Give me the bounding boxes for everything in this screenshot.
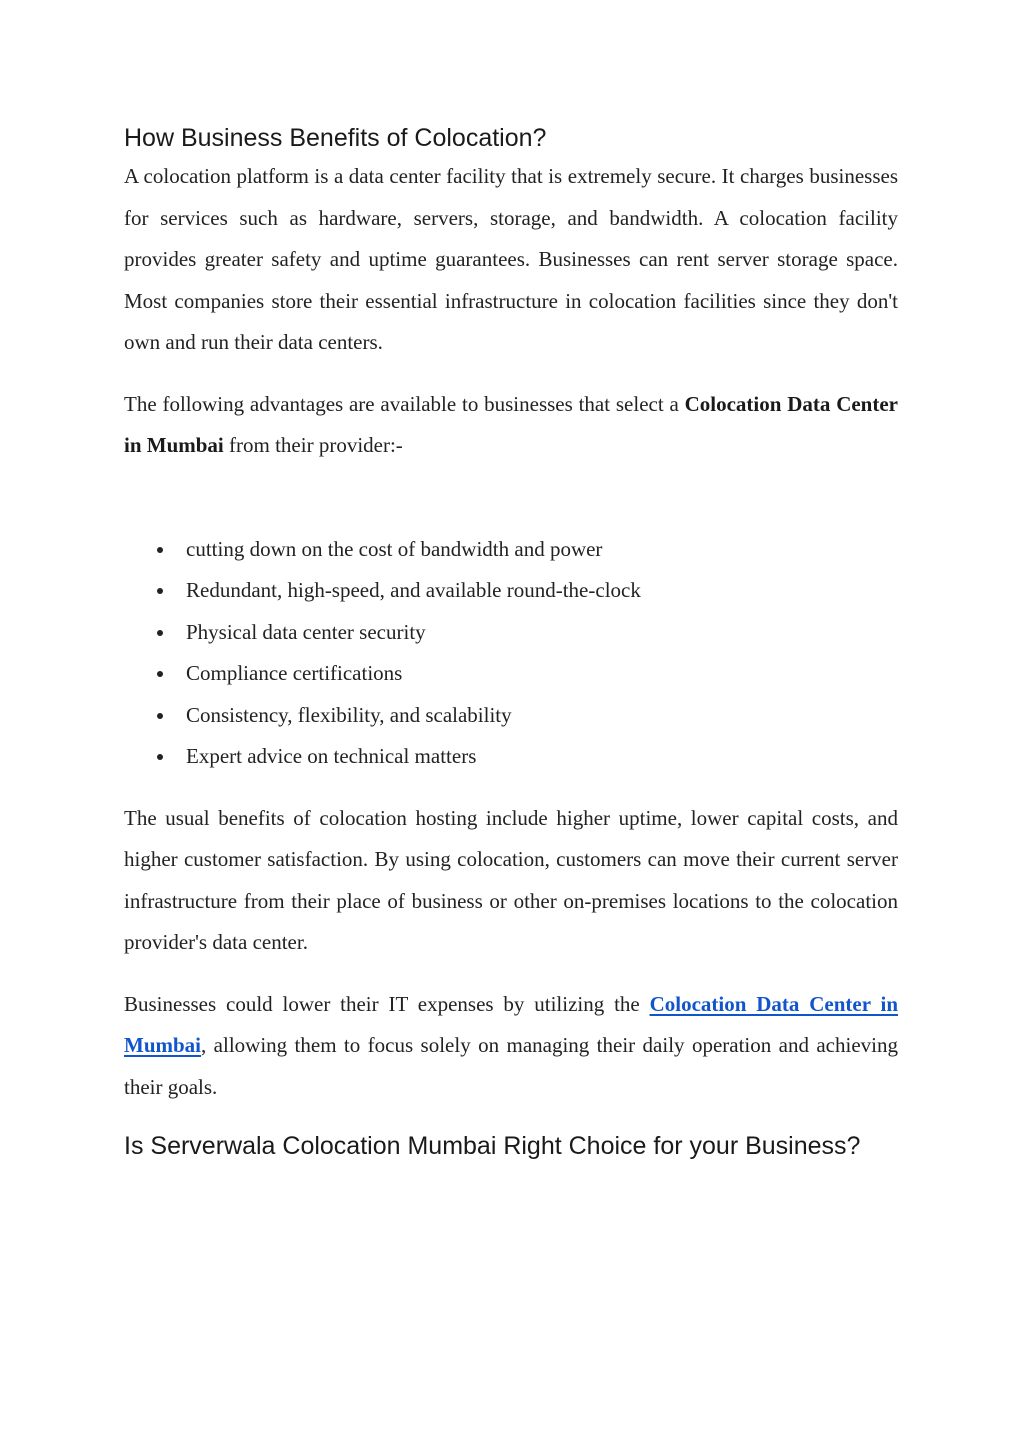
advantages-intro-paragraph	[124, 384, 898, 467]
cost-paragraph-text: Businesses could lower their IT expenses by utilizing the	[124, 991, 650, 1016]
bullet-icon	[157, 671, 163, 677]
benefits-list	[124, 529, 898, 778]
list-item	[124, 529, 898, 571]
cost-paragraph-tail: , allowing them to focus solely on managing their daily operation and achieving their goals.	[124, 1033, 898, 1099]
cost-paragraph	[124, 984, 898, 1109]
bullet-icon	[157, 630, 163, 636]
section-heading-benefits: How Business Benefits of Colocation?	[124, 124, 547, 152]
advantages-intro-tail: from their provider:-	[223, 433, 403, 457]
benefits-summary-paragraph: The usual benefits of colocation hosting include higher uptime, lower capital costs, and higher customer satisfaction. By using colocation, customers can move their current server infrastructure from their place of business or other on-premises locations to the colocation provider's data center.	[124, 805, 898, 954]
list-item-text: Redundant, high-speed, and available round-the-clock	[186, 578, 641, 602]
section-heading-serverwala: Is Serverwala Colocation Mumbai Right Choice for your Business?	[124, 1132, 861, 1160]
bullet-icon	[157, 713, 163, 719]
list-item	[124, 695, 898, 737]
list-item-text: cutting down on the cost of bandwidth and power	[186, 536, 603, 561]
list-item-text: Compliance certifications	[186, 661, 403, 685]
advantages-intro-text: The following advantages are available to businesses that select a	[124, 391, 685, 416]
advantages-bold-term: Colocation Data Center in Mumbai	[124, 391, 898, 457]
document-content	[124, 120, 898, 1164]
list-item	[124, 570, 898, 612]
bullet-icon	[157, 547, 163, 553]
intro-paragraph: A colocation platform is a data center facility that is extremely secure. It charges businesses for services such as hardware, servers, storage, and bandwidth. A colocation facility provides greater safety and uptime guarantees. Businesses can rent server storage space. Most companies store their essential infrastructure in colocation facilities since they don't own and run their data centers.	[124, 164, 898, 354]
list-item-text: Physical data center security	[186, 619, 426, 644]
bullet-icon	[157, 754, 163, 760]
list-item	[124, 736, 898, 778]
colocation-mumbai-link[interactable]: Colocation Data Center in Mumbai	[124, 991, 898, 1057]
list-item-text: Expert advice on technical matters	[186, 744, 477, 768]
list-item	[124, 612, 898, 654]
list-item	[124, 653, 898, 695]
bullet-icon	[157, 588, 163, 594]
list-item-text: Consistency, flexibility, and scalability	[186, 702, 512, 727]
